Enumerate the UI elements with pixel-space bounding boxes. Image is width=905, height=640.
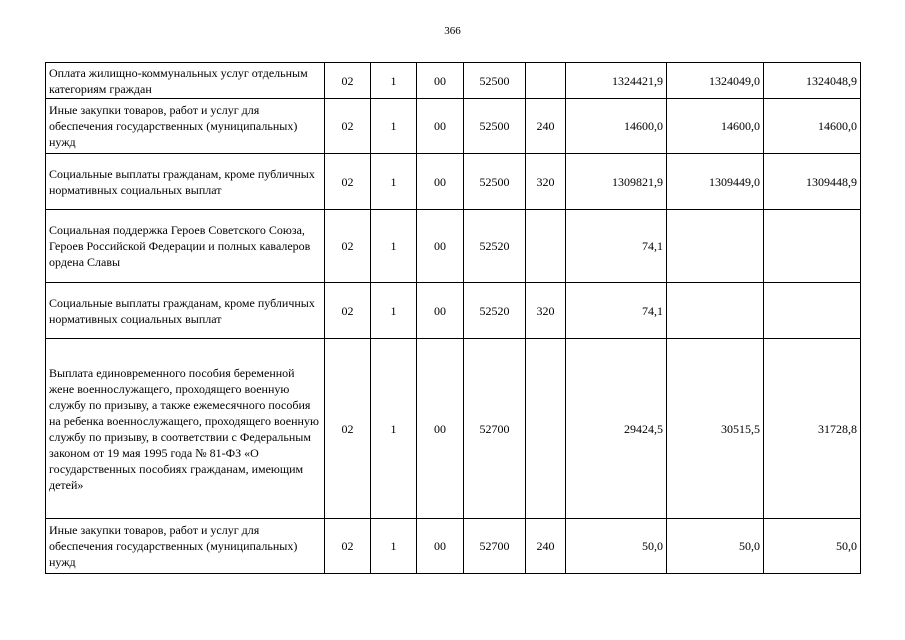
table-row: [46, 154, 861, 210]
expense-type-code: 320: [526, 283, 566, 339]
amount-year-2: [667, 283, 764, 339]
amount-year-1: 29424,5: [566, 339, 667, 519]
table-row: [46, 519, 861, 574]
direction-code: 52500: [464, 154, 526, 210]
row-name: Социальные выплаты гражданам, кроме публичных нормативных социальных выплат: [46, 283, 325, 339]
section-code: 02: [325, 339, 371, 519]
amount-year-2: [667, 210, 764, 283]
program-code: 1: [371, 63, 417, 99]
budget-table: [45, 62, 861, 574]
direction-code: 52520: [464, 210, 526, 283]
row-name: Социальная поддержка Героев Советского Союза, Героев Российской Федерации и полных кавалеров ордена Славы: [46, 210, 325, 283]
section-code: 02: [325, 283, 371, 339]
amount-year-2: 14600,0: [667, 99, 764, 154]
table-row: [46, 99, 861, 154]
subprogram-code: 00: [417, 154, 464, 210]
expense-type-code: 240: [526, 99, 566, 154]
expense-type-code: [526, 339, 566, 519]
expense-type-code: [526, 210, 566, 283]
amount-year-3: [764, 283, 861, 339]
row-name: Социальные выплаты гражданам, кроме публичных нормативных социальных выплат: [46, 154, 325, 210]
subprogram-code: 00: [417, 519, 464, 574]
amount-year-2: 1309449,0: [667, 154, 764, 210]
program-code: 1: [371, 210, 417, 283]
row-name: Иные закупки товаров, работ и услуг для обеспечения государственных (муниципальных) нужд: [46, 99, 325, 154]
amount-year-3: 31728,8: [764, 339, 861, 519]
amount-year-1: 50,0: [566, 519, 667, 574]
section-code: 02: [325, 519, 371, 574]
section-code: 02: [325, 210, 371, 283]
program-code: 1: [371, 339, 417, 519]
amount-year-3: 14600,0: [764, 99, 861, 154]
section-code: 02: [325, 154, 371, 210]
table-row: [46, 63, 861, 99]
section-code: 02: [325, 99, 371, 154]
program-code: 1: [371, 519, 417, 574]
subprogram-code: 00: [417, 210, 464, 283]
direction-code: 52700: [464, 519, 526, 574]
amount-year-2: 1324049,0: [667, 63, 764, 99]
subprogram-code: 00: [417, 99, 464, 154]
amount-year-3: [764, 210, 861, 283]
program-code: 1: [371, 99, 417, 154]
amount-year-3: 50,0: [764, 519, 861, 574]
table-row: [46, 210, 861, 283]
amount-year-3: 1324048,9: [764, 63, 861, 99]
subprogram-code: 00: [417, 339, 464, 519]
amount-year-1: 74,1: [566, 283, 667, 339]
expense-type-code: [526, 63, 566, 99]
table-row: [46, 283, 861, 339]
amount-year-1: 1324421,9: [566, 63, 667, 99]
amount-year-3: 1309448,9: [764, 154, 861, 210]
direction-code: 52500: [464, 63, 526, 99]
program-code: 1: [371, 283, 417, 339]
amount-year-1: 14600,0: [566, 99, 667, 154]
direction-code: 52500: [464, 99, 526, 154]
program-code: 1: [371, 154, 417, 210]
amount-year-1: 74,1: [566, 210, 667, 283]
amount-year-1: 1309821,9: [566, 154, 667, 210]
amount-year-2: 50,0: [667, 519, 764, 574]
section-code: 02: [325, 63, 371, 99]
table-row: [46, 339, 861, 519]
direction-code: 52700: [464, 339, 526, 519]
row-name: Иные закупки товаров, работ и услуг для обеспечения государственных (муниципальных) нужд: [46, 519, 325, 574]
amount-year-2: 30515,5: [667, 339, 764, 519]
expense-type-code: 320: [526, 154, 566, 210]
row-name: Оплата жилищно-коммунальных услуг отдельным категориям граждан: [46, 63, 325, 99]
page-number: 366: [444, 25, 461, 37]
expense-type-code: 240: [526, 519, 566, 574]
subprogram-code: 00: [417, 63, 464, 99]
direction-code: 52520: [464, 283, 526, 339]
subprogram-code: 00: [417, 283, 464, 339]
row-name: Выплата единовременного пособия беременной жене военнослужащего, проходящего военную службу по призыву, а также ежемесячного пособия на ребенка военнослужащего, проходящего военную службу по призыву, в соответствии с Федеральным законом от 19 мая 1995 года № 81-ФЗ «О государственных пособиях гражданам, имеющим детей»: [46, 339, 325, 519]
